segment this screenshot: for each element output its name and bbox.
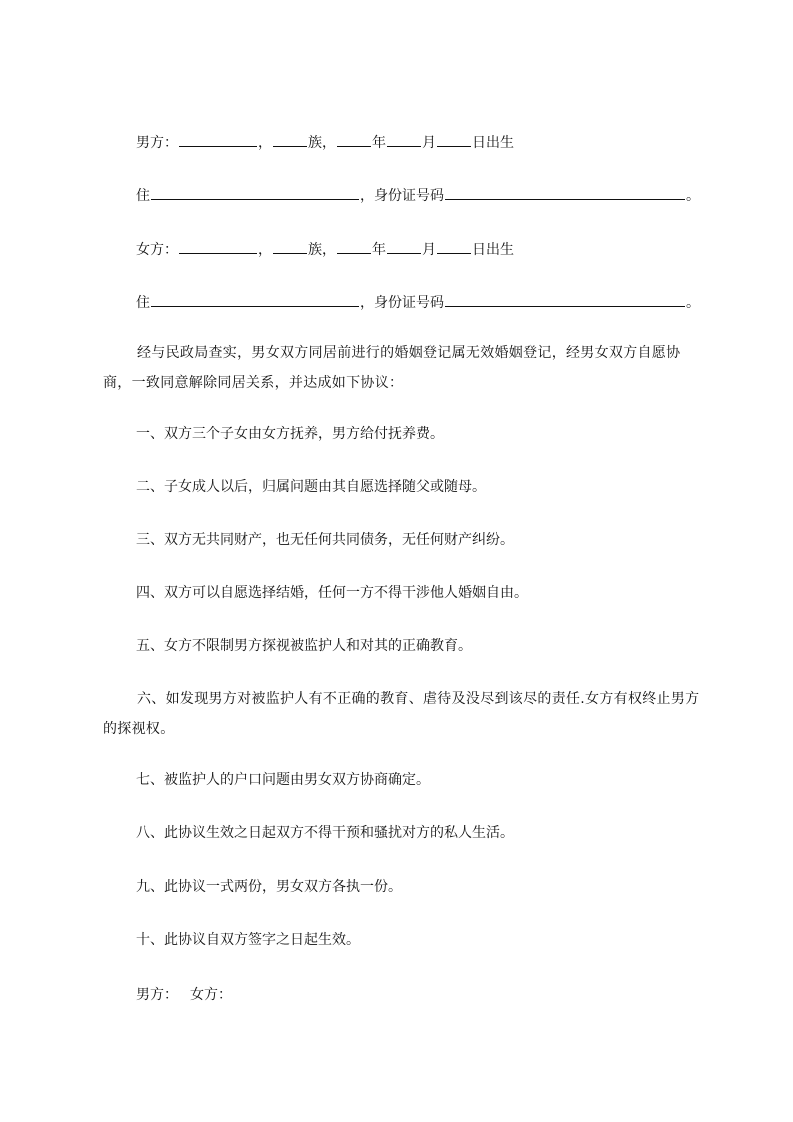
address-blank [151, 292, 359, 307]
female-label: 女方： [136, 242, 178, 258]
id-blank [445, 292, 685, 307]
clause-4: 四、双方可以自愿选择结婚，任何一方不得干涉他人婚姻自由。 [136, 585, 528, 601]
id-label: ，身份证号码 [360, 295, 444, 311]
comma: ， [258, 135, 272, 151]
month-blank [387, 132, 421, 147]
address-blank [151, 185, 359, 200]
clause-9: 九、此协议一式两份，男女双方各执一份。 [136, 879, 402, 895]
period: 。 [686, 295, 700, 311]
male-signature-label: 男方： [136, 987, 178, 1003]
intro-paragraph: 经与民政局查实，男女双方同居前进行的婚姻登记属无效婚姻登记，经男女双方自愿协商，一致同意解除同居关系，并达成如下协议： [103, 345, 681, 391]
born-label: 日出生 [472, 135, 514, 151]
clause-5: 五、女方不限制男方探视被监护人和对其的正确教育。 [136, 638, 472, 654]
comma: ， [258, 242, 272, 258]
month-blank [387, 239, 421, 254]
female-address-line [136, 292, 700, 312]
ethnic-label: 族， [308, 242, 336, 258]
address-label: 住 [136, 188, 150, 204]
female-party-line [136, 239, 514, 259]
male-address-line [136, 185, 700, 205]
year-blank [337, 239, 371, 254]
year-blank [337, 132, 371, 147]
year-label: 年 [372, 135, 386, 151]
clause-7: 七、被监护人的户口问题由男女双方协商确定。 [136, 772, 430, 788]
year-label: 年 [372, 242, 386, 258]
ethnic-blank [273, 132, 307, 147]
id-blank [445, 185, 685, 200]
clause-2: 二、子女成人以后，归属问题由其自愿选择随父或随母。 [136, 479, 486, 495]
clause-3: 三、双方无共同财产，也无任何共同债务，无任何财产纠纷。 [136, 532, 514, 548]
name-blank [179, 132, 257, 147]
period: 。 [686, 188, 700, 204]
clause-10: 十、此协议自双方签字之日起生效。 [136, 932, 360, 948]
male-party-line [136, 132, 514, 152]
month-label: 月 [422, 135, 436, 151]
ethnic-blank [273, 239, 307, 254]
clause-1: 一、双方三个子女由女方抚养，男方给付抚养费。 [136, 426, 444, 442]
name-blank [179, 239, 257, 254]
id-label: ，身份证号码 [360, 188, 444, 204]
month-label: 月 [422, 242, 436, 258]
born-label: 日出生 [472, 242, 514, 258]
address-label: 住 [136, 295, 150, 311]
female-signature-label: 女方： [190, 987, 232, 1003]
day-blank [437, 132, 471, 147]
male-label: 男方： [136, 135, 178, 151]
clause-8: 八、此协议生效之日起双方不得干预和骚扰对方的私人生活。 [136, 825, 514, 841]
ethnic-label: 族， [308, 135, 336, 151]
clause-6: 六、如发现男方对被监护人有不正确的教育、虐待及没尽到该尽的责任.女方有权终止男方的探视权。 [103, 691, 700, 737]
signature-line [136, 986, 232, 1004]
day-blank [437, 239, 471, 254]
